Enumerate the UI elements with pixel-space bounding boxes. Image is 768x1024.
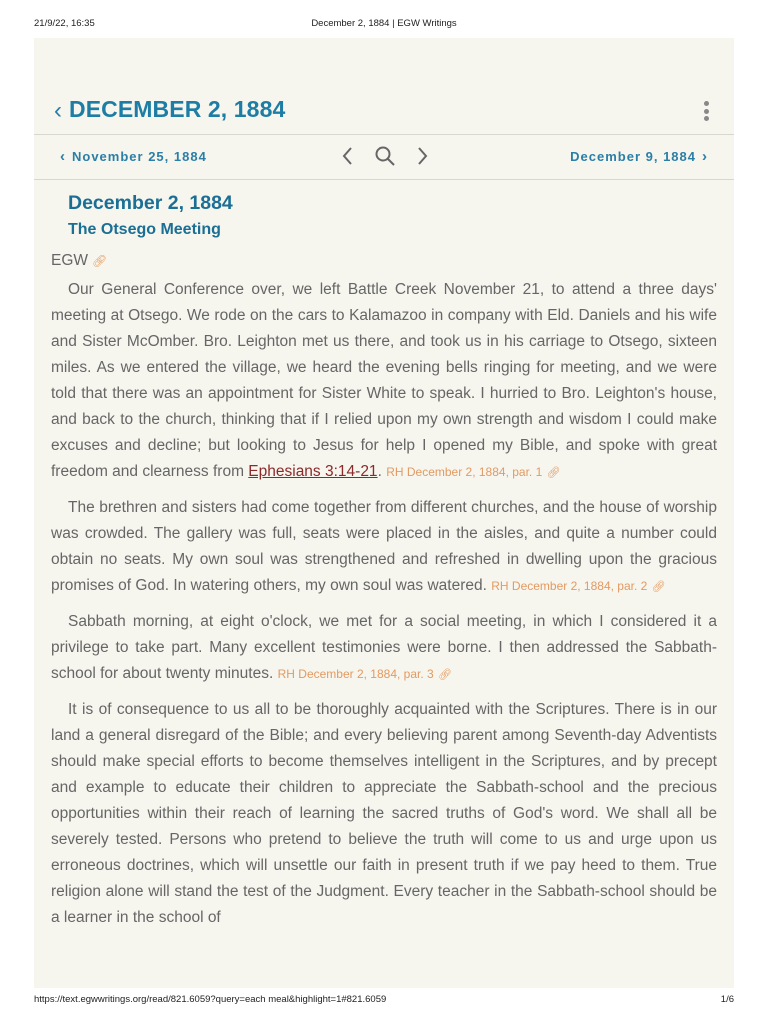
paragraph-text: Sabbath morning, at eight o'clock, we met for a social meeting, in which I considered it a privilege to take part. Many excellent testimonies were borne. I then addressed the Sabbath-school for about twenty minutes.: [51, 613, 717, 682]
paragraph: [51, 697, 717, 931]
print-page-number: 1/6: [720, 994, 734, 1005]
prev-chapter-link[interactable]: [54, 148, 207, 165]
search-icon[interactable]: [374, 144, 396, 168]
chevron-left-icon[interactable]: [340, 144, 356, 168]
page-title: DECEMBER 2, 1884: [69, 96, 286, 122]
title-bar: [34, 38, 734, 134]
print-doc-title: December 2, 1884 | EGW Writings: [311, 18, 457, 29]
next-chapter-label: December 9, 1884: [570, 149, 696, 164]
prev-chapter-label: November 25, 1884: [72, 149, 207, 164]
print-header: [0, 14, 768, 30]
print-url: https://text.egwwritings.org/read/821.6059?query=each meal&highlight=1#821.6059: [34, 994, 387, 1005]
link-icon[interactable]: 🔗︎: [92, 254, 108, 268]
paragraph: [51, 277, 717, 486]
article-date-heading: December 2, 1884: [68, 192, 233, 214]
paragraph-text: Our General Conference over, we left Battle Creek November 21, to attend a three days' meeting at Otsego. We rode on the cars to Kalamazoo in company with Eld. Daniels and his wife and Sister McOmber. Bro. Leighton met us there, and took us in his carriage to Otsego, sixteen miles. As we entered the village, we heard the evening bells ringing for meeting, and we were told that there was an appointment for Sister White to speak. I hurried to Bro. Leighton's house, and back to the church, thinking that if I relied upon my own strength and wisdom I could make excuses and decline; but looking to Jesus for help I opened my Bible, and spoke with great freedom and clearness from: [51, 281, 717, 480]
paragraph-reference[interactable]: RH December 2, 1884, par. 3: [277, 667, 434, 681]
article-subheading: The Otsego Meeting: [68, 221, 221, 238]
chevron-left-icon[interactable]: ‹: [54, 97, 62, 124]
paragraph-text: It is of consequence to us all to be thoroughly acquainted with the Scriptures. There is in our land a general disregard of the Bible; and every believing parent among Seventh-day Adventists should make special efforts to become themselves intelligent in the Scriptures, and by precept and example to educate their children to appreciate the Sabbath-school and the precious opportunities within their reach of learning the sacred truths of God's word. We shall all be severely tested. Persons who pretend to believe the truth will come to us and urge upon us erroneous doctrines, which will unsettle our faith in present truth if we pay heed to them. True religion alone will stand the test of the Judgment. Every teacher in the Sabbath-school should be a learner in the school of: [51, 701, 717, 926]
paragraph-reference[interactable]: RH December 2, 1884, par. 1: [386, 465, 543, 479]
link-icon[interactable]: 🔗︎: [651, 581, 666, 593]
next-chapter-link[interactable]: [570, 148, 714, 165]
author-name: EGW: [51, 252, 89, 269]
chevron-right-icon[interactable]: [414, 144, 430, 168]
paragraph: [51, 609, 717, 688]
chapter-nav: [34, 134, 734, 180]
article: [51, 186, 717, 940]
reader-page: [34, 38, 734, 988]
print-footer: [0, 989, 768, 1005]
kebab-menu-icon[interactable]: [702, 101, 710, 123]
nav-tools: [336, 144, 432, 168]
author-line: [51, 247, 717, 277]
chevron-left-icon: ‹: [60, 148, 66, 165]
paragraph-punct: .: [377, 463, 382, 480]
scripture-link[interactable]: Ephesians 3:14-21: [248, 463, 378, 480]
print-timestamp: 21/9/22, 16:35: [34, 18, 95, 29]
link-icon[interactable]: 🔗︎: [438, 669, 452, 681]
paragraph-text: The brethren and sisters had come together from different churches, and the house of worship was crowded. The gallery was full, seats were placed in the aisles, and quite a number could obtain no seats. My own soul was strengthened and refreshed in dwelling upon the gracious promises of God. In watering others, my own soul was watered.: [51, 499, 717, 594]
link-icon[interactable]: 🔗︎: [546, 467, 561, 479]
chevron-right-icon: ›: [702, 148, 708, 165]
paragraph: [51, 495, 717, 600]
paragraph-reference[interactable]: RH December 2, 1884, par. 2: [491, 579, 648, 593]
